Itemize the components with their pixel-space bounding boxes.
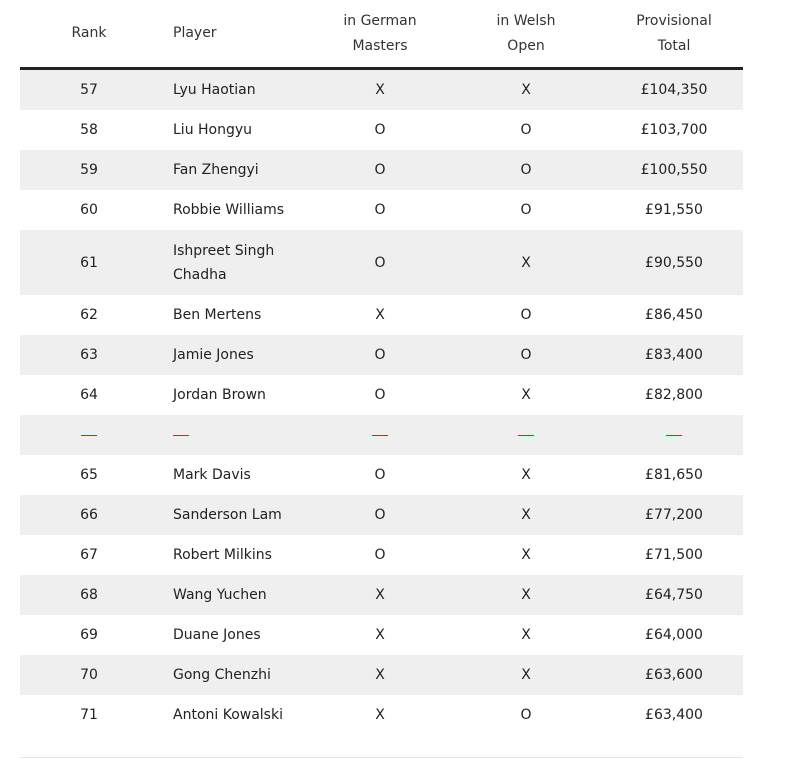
player-cell [173, 190, 313, 230]
provisional-total-cell-text: £71,500 [645, 547, 703, 563]
player-cell-text: Antoni Kowalski [173, 707, 283, 723]
player-cell-text: Lyu Haotian [173, 82, 256, 98]
german-masters-cell-text: O [374, 547, 386, 563]
welsh-open-cell [452, 535, 600, 575]
rank-cell-text: 70 [80, 667, 98, 683]
german-masters-cell-text: X [375, 82, 385, 98]
player-cell [173, 535, 313, 575]
player-cell-text: Mark Davis [173, 467, 251, 483]
player-cell-text: Jordan Brown [173, 387, 266, 403]
table-row [20, 455, 743, 495]
welsh-open-cell [452, 695, 600, 735]
provisional-total-cell [600, 615, 748, 655]
provisional-total-cell-text: £86,450 [645, 307, 703, 323]
provisional-total-cell [600, 495, 748, 535]
table-body [20, 70, 743, 735]
player-cell [173, 70, 313, 110]
player-cell [173, 615, 313, 655]
rank-cell [20, 335, 158, 375]
separator-dash [600, 415, 748, 455]
provisional-total-cell [600, 535, 748, 575]
player-cell [173, 495, 313, 535]
table-row [20, 190, 743, 230]
separator-dash [173, 415, 313, 455]
german-masters-cell [306, 230, 454, 295]
welsh-open-cell [452, 655, 600, 695]
rank-cell-text: 71 [80, 707, 98, 723]
rank-cell-text: 60 [80, 202, 98, 218]
player-cell-text: Ishpreet Singh Chadha [173, 242, 275, 283]
provisional-total-cell [600, 110, 748, 150]
rank-cell-text: 66 [80, 507, 98, 523]
player-cell-text: Gong Chenzhi [173, 667, 271, 683]
welsh-open-cell-text: X [521, 467, 531, 483]
player-cell [173, 575, 313, 615]
german-masters-cell [306, 655, 454, 695]
dash-mark [666, 435, 682, 436]
rank-cell [20, 655, 158, 695]
table-row [20, 150, 743, 190]
rank-cell [20, 150, 158, 190]
welsh-open-cell-text: X [521, 387, 531, 403]
table-row [20, 295, 743, 335]
german-masters-cell-text: O [374, 254, 386, 271]
player-cell-text: Ben Mertens [173, 307, 262, 323]
header-german-masters: in German Masters [343, 12, 417, 54]
rank-cell [20, 70, 158, 110]
provisional-total-cell [600, 455, 748, 495]
table-row [20, 575, 743, 615]
rank-cell [20, 295, 158, 335]
welsh-open-cell-text: O [520, 122, 532, 138]
rank-cell-text: 57 [80, 82, 98, 98]
welsh-open-cell [452, 295, 600, 335]
table-header [20, 0, 743, 70]
german-masters-cell-text: O [374, 387, 386, 403]
header-welsh-open: in Welsh Open [496, 12, 556, 54]
german-masters-cell-text: O [374, 507, 386, 523]
welsh-open-cell [452, 70, 600, 110]
provisional-total-cell-text: £64,750 [645, 587, 703, 603]
provisional-total-cell [600, 150, 748, 190]
table-row [20, 655, 743, 695]
welsh-open-cell [452, 495, 600, 535]
player-cell [173, 150, 313, 190]
player-cell-text: Sanderson Lam [173, 507, 282, 523]
welsh-open-cell [452, 190, 600, 230]
provisional-total-cell-text: £82,800 [645, 387, 703, 403]
player-cell [173, 655, 313, 695]
welsh-open-cell-text: X [521, 667, 531, 683]
rank-cell [20, 455, 158, 495]
welsh-open-cell [452, 230, 600, 295]
dash-mark [372, 435, 388, 436]
player-cell-text: Fan Zhengyi [173, 162, 259, 178]
provisional-total-cell-text: £77,200 [645, 507, 703, 523]
provisional-total-cell [600, 230, 748, 295]
rank-cell-text: 68 [80, 587, 98, 603]
player-cell [173, 110, 313, 150]
provisional-total-cell-text: £83,400 [645, 347, 703, 363]
player-cell-text: Wang Yuchen [173, 587, 267, 603]
rank-cell-text: 69 [80, 627, 98, 643]
rank-cell-text: 65 [80, 467, 98, 483]
separator-dash [452, 415, 600, 455]
german-masters-cell-text: O [374, 467, 386, 483]
german-masters-cell [306, 70, 454, 110]
german-masters-cell [306, 575, 454, 615]
german-masters-cell [306, 110, 454, 150]
german-masters-cell-text: X [375, 587, 385, 603]
german-masters-cell [306, 495, 454, 535]
welsh-open-cell-text: O [520, 202, 532, 218]
welsh-open-cell-text: X [521, 254, 531, 271]
table-bottom-divider [20, 757, 743, 758]
provisional-total-cell [600, 190, 748, 230]
provisional-total-cell [600, 655, 748, 695]
table-row [20, 70, 743, 110]
welsh-open-cell [452, 335, 600, 375]
provisional-total-cell-text: £63,400 [645, 707, 703, 723]
german-masters-cell [306, 455, 454, 495]
rankings-table [20, 0, 743, 735]
welsh-open-cell-text: O [520, 307, 532, 323]
german-masters-cell-text: X [375, 667, 385, 683]
rank-cell [20, 575, 158, 615]
welsh-open-cell [452, 575, 600, 615]
player-cell [173, 695, 313, 735]
separator-dash [20, 415, 158, 455]
german-masters-cell-text: O [374, 162, 386, 178]
welsh-open-cell [452, 150, 600, 190]
welsh-open-cell-text: X [521, 587, 531, 603]
welsh-open-cell [452, 110, 600, 150]
player-cell [173, 375, 313, 415]
welsh-open-cell-text: O [520, 162, 532, 178]
welsh-open-cell-text: X [521, 627, 531, 643]
german-masters-cell [306, 615, 454, 655]
separator-row [20, 415, 743, 455]
table-row [20, 495, 743, 535]
german-masters-cell [306, 295, 454, 335]
welsh-open-cell [452, 615, 600, 655]
german-masters-cell [306, 335, 454, 375]
dash-mark [173, 435, 189, 436]
rank-cell-text: 67 [80, 547, 98, 563]
german-masters-cell-text: O [374, 202, 386, 218]
welsh-open-cell [452, 375, 600, 415]
german-masters-cell [306, 535, 454, 575]
provisional-total-cell-text: £64,000 [645, 627, 703, 643]
player-cell-text: Robbie Williams [173, 202, 284, 218]
player-cell [173, 230, 313, 295]
rank-cell [20, 695, 158, 735]
rank-cell-text: 64 [80, 387, 98, 403]
german-masters-cell [306, 150, 454, 190]
rank-cell [20, 615, 158, 655]
welsh-open-cell-text: X [521, 507, 531, 523]
german-masters-cell-text: X [375, 707, 385, 723]
welsh-open-cell [452, 455, 600, 495]
german-masters-cell-text: X [375, 307, 385, 323]
provisional-total-cell-text: £104,350 [640, 82, 708, 98]
dash-mark [518, 435, 534, 436]
provisional-total-cell-text: £103,700 [640, 122, 708, 138]
provisional-total-cell [600, 335, 748, 375]
rank-cell [20, 230, 158, 295]
german-masters-cell [306, 375, 454, 415]
separator-dash [306, 415, 454, 455]
german-masters-cell-text: O [374, 347, 386, 363]
player-cell-text: Robert Milkins [173, 547, 272, 563]
rank-cell-text: 58 [80, 122, 98, 138]
provisional-total-cell-text: £63,600 [645, 667, 703, 683]
rank-cell [20, 535, 158, 575]
player-cell-text: Duane Jones [173, 627, 261, 643]
dash-mark [81, 435, 97, 436]
german-masters-cell-text: O [374, 122, 386, 138]
provisional-total-cell [600, 295, 748, 335]
player-cell [173, 335, 313, 375]
provisional-total-cell-text: £91,550 [645, 202, 703, 218]
table-row [20, 375, 743, 415]
header-provisional-total: Provisional Total [636, 12, 712, 54]
provisional-total-cell [600, 695, 748, 735]
rank-cell-text: 62 [80, 307, 98, 323]
table-row [20, 615, 743, 655]
provisional-total-cell [600, 375, 748, 415]
rank-cell [20, 190, 158, 230]
player-cell-text: Liu Hongyu [173, 122, 253, 138]
provisional-total-cell-text: £90,550 [645, 254, 703, 271]
welsh-open-cell-text: O [520, 707, 532, 723]
player-cell [173, 455, 313, 495]
table-row [20, 335, 743, 375]
provisional-total-cell [600, 70, 748, 110]
provisional-total-cell [600, 575, 748, 615]
german-masters-cell [306, 190, 454, 230]
rank-cell-text: 59 [80, 162, 98, 178]
rank-cell [20, 495, 158, 535]
player-cell [173, 295, 313, 335]
table-row [20, 230, 743, 295]
rank-cell-text: 63 [80, 347, 98, 363]
header-player: Player [173, 25, 217, 41]
provisional-total-cell-text: £100,550 [640, 162, 708, 178]
provisional-total-cell-text: £81,650 [645, 467, 703, 483]
rank-cell-text: 61 [80, 254, 98, 271]
player-cell-text: Jamie Jones [173, 347, 254, 363]
welsh-open-cell-text: X [521, 82, 531, 98]
rank-cell [20, 110, 158, 150]
welsh-open-cell-text: O [520, 347, 532, 363]
table-row [20, 110, 743, 150]
german-masters-cell [306, 695, 454, 735]
table-row [20, 695, 743, 735]
rank-cell [20, 375, 158, 415]
table-row [20, 535, 743, 575]
welsh-open-cell-text: X [521, 547, 531, 563]
german-masters-cell-text: X [375, 627, 385, 643]
header-rank: Rank [71, 25, 107, 41]
